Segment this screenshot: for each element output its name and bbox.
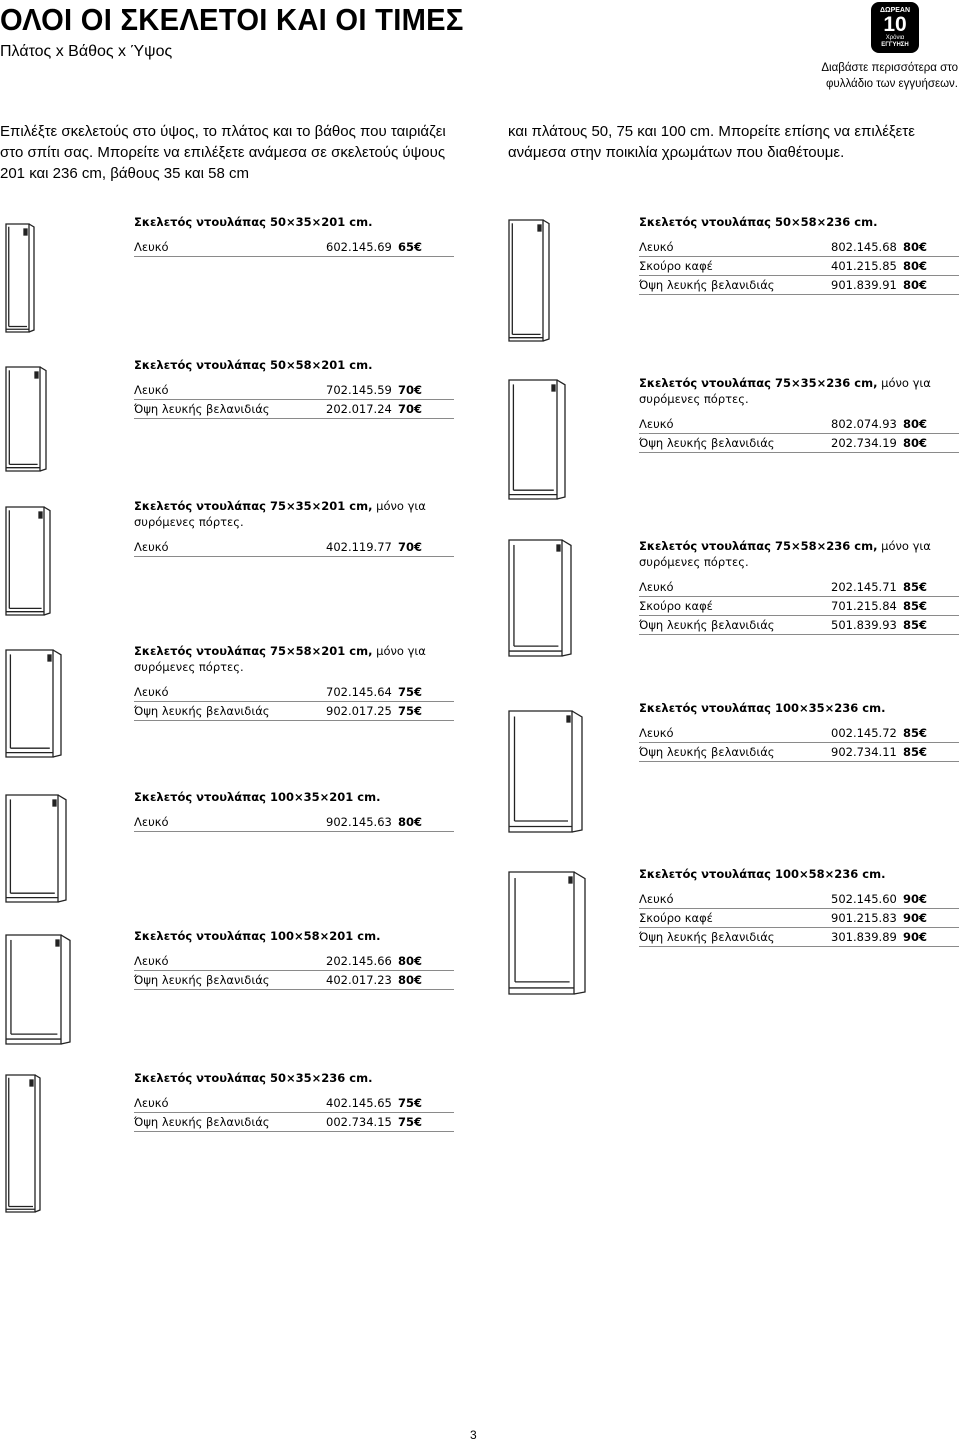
product-note: μόνο για συρόμενες πόρτες. [134, 644, 426, 674]
variant-price: 80€ [398, 815, 423, 829]
variant-row [639, 743, 959, 762]
article-number: 702.145.59 [326, 383, 392, 397]
variant-color: Όψη λευκής βελανιδιάς [639, 930, 775, 944]
variant-price: 80€ [903, 417, 928, 431]
product-title-text: Σκελετός ντουλάπας 50×35×236 cm. [134, 1071, 373, 1085]
product-title [134, 643, 454, 675]
variant-color: Λευκό [639, 240, 674, 254]
product-title [639, 866, 959, 882]
variant-price: 75€ [398, 1096, 423, 1110]
product-title-text: Σκελετός ντουλάπας 75×58×236 cm, [639, 539, 878, 553]
variant-row [639, 276, 959, 295]
variant-row [639, 724, 959, 743]
variant-color: Λευκό [639, 726, 674, 740]
product-block [639, 700, 959, 762]
variant-color: Λευκό [134, 685, 169, 699]
variant-row [639, 928, 959, 947]
badge-years-label: Χρόνια [885, 35, 905, 41]
variant-row [639, 890, 959, 909]
variant-color: Όψη λευκής βελανιδιάς [134, 973, 270, 987]
variant-color: Λευκό [134, 815, 169, 829]
variant-price: 80€ [903, 278, 928, 292]
product-block [134, 643, 454, 721]
product-title-text: Σκελετός ντουλάπας 75×58×201 cm, [134, 644, 373, 658]
badge-warranty-label: ΕΓΓΥΗΣΗ [881, 42, 909, 48]
variant-row [134, 702, 454, 721]
variant-color: Λευκό [134, 1096, 169, 1110]
variant-row [134, 683, 454, 702]
article-number: 002.734.15 [326, 1115, 392, 1129]
variant-price: 80€ [903, 259, 928, 273]
variant-price: 65€ [398, 240, 423, 254]
product-title [639, 214, 959, 230]
wardrobe-frame-illustration [507, 218, 551, 343]
warranty-badge [871, 2, 919, 53]
product-title [134, 498, 454, 530]
article-number: 701.215.84 [831, 599, 897, 613]
variant-price: 75€ [398, 1115, 423, 1129]
variant-row [134, 971, 454, 990]
article-number: 402.017.23 [326, 973, 392, 987]
article-number: 802.145.68 [831, 240, 897, 254]
variant-color: Λευκό [134, 540, 169, 554]
variant-color: Όψη λευκής βελανιδιάς [134, 402, 270, 416]
article-number: 401.215.85 [831, 259, 897, 273]
product-block [134, 789, 454, 832]
badge-free-label: ΔΩΡΕΑΝ [879, 7, 911, 14]
variant-row [134, 813, 454, 832]
product-title [134, 1070, 454, 1086]
variant-price: 85€ [903, 599, 928, 613]
variant-price: 80€ [903, 240, 928, 254]
wardrobe-frame-illustration [4, 793, 68, 904]
intro-text-left: Επιλέξτε σκελετούς στο ύψος, το πλάτος και το βάθος που ταιριάζει στο σπίτι σας. Μπορείτε να επιλέξετε ανάμεσα σε σκελετούς ύψους 201 και 236 cm, βάθους 35 και 58 cm [0, 123, 446, 182]
variant-color: Σκούρο καφέ [639, 599, 713, 613]
variant-row [134, 1094, 454, 1113]
wardrobe-frame-illustration [4, 505, 52, 617]
article-number: 502.145.60 [831, 892, 897, 906]
product-title-text: Σκελετός ντουλάπας 100×58×201 cm. [134, 929, 381, 943]
article-number: 702.145.64 [326, 685, 392, 699]
variant-price: 70€ [398, 402, 423, 416]
product-block [639, 538, 959, 635]
variant-row [134, 952, 454, 971]
variant-color: Όψη λευκής βελανιδιάς [639, 618, 775, 632]
product-note: μόνο για συρόμενες πόρτες. [639, 539, 931, 569]
variant-price: 75€ [398, 685, 423, 699]
variant-color: Όψη λευκής βελανιδιάς [639, 436, 775, 450]
variant-row [134, 238, 454, 257]
wardrobe-frame-illustration [4, 648, 63, 759]
variant-price: 85€ [903, 618, 928, 632]
product-block [134, 214, 454, 257]
product-title-text: Σκελετός ντουλάπας 100×35×201 cm. [134, 790, 381, 804]
variant-color: Όψη λευκής βελανιδιάς [639, 745, 775, 759]
variant-row [639, 909, 959, 928]
variant-price: 85€ [903, 745, 928, 759]
variant-price: 80€ [903, 436, 928, 450]
page-number: 3 [470, 1428, 477, 1442]
article-number: 301.839.89 [831, 930, 897, 944]
product-block [134, 1070, 454, 1132]
article-number: 002.145.72 [831, 726, 897, 740]
page-title: ΟΛΟΙ ΟΙ ΣΚΕΛΕΤΟΙ ΚΑΙ ΟΙ ΤΙΜΕΣ [0, 2, 464, 37]
variant-row [639, 597, 959, 616]
product-title-text: Σκελετός ντουλάπας 50×58×236 cm. [639, 215, 878, 229]
variant-color: Όψη λευκής βελανιδιάς [134, 704, 270, 718]
article-number: 602.145.69 [326, 240, 392, 254]
wardrobe-frame-illustration [507, 538, 573, 658]
wardrobe-frame-illustration [507, 870, 587, 996]
warranty-note: Διαβάστε περισσότερα στο φυλλάδιο των εγγυήσεων. [821, 62, 958, 90]
article-number: 202.145.66 [326, 954, 392, 968]
product-title-text: Σκελετός ντουλάπας 100×58×236 cm. [639, 867, 886, 881]
product-note: μόνο για συρόμενες πόρτες. [134, 499, 426, 529]
variant-color: Όψη λευκής βελανιδιάς [134, 1115, 270, 1129]
wardrobe-frame-illustration [4, 222, 36, 334]
product-title-text: Σκελετός ντουλάπας 50×58×201 cm. [134, 358, 373, 372]
product-note: μόνο για συρόμενες πόρτες. [639, 376, 931, 406]
article-number: 501.839.93 [831, 618, 897, 632]
product-block [134, 928, 454, 990]
variant-color: Λευκό [134, 240, 169, 254]
product-title-text: Σκελετός ντουλάπας 75×35×236 cm, [639, 376, 878, 390]
article-number: 202.734.19 [831, 436, 897, 450]
variant-price: 70€ [398, 383, 423, 397]
product-block [134, 498, 454, 557]
variant-price: 90€ [903, 892, 928, 906]
variant-price: 85€ [903, 726, 928, 740]
badge-years-number: 10 [883, 13, 907, 36]
wardrobe-frame-illustration [4, 365, 48, 473]
variant-color: Λευκό [134, 383, 169, 397]
variant-color: Σκούρο καφέ [639, 911, 713, 925]
variant-price: 75€ [398, 704, 423, 718]
variant-color: Λευκό [134, 954, 169, 968]
variant-row [639, 616, 959, 635]
wardrobe-frame-illustration [507, 378, 567, 501]
product-title [134, 357, 454, 373]
variant-row [639, 415, 959, 434]
variant-price: 85€ [903, 580, 928, 594]
product-title [639, 538, 959, 570]
variant-row [134, 538, 454, 557]
variant-color: Λευκό [639, 580, 674, 594]
wardrobe-frame-illustration [4, 1073, 42, 1214]
article-number: 902.145.63 [326, 815, 392, 829]
variant-color: Λευκό [639, 892, 674, 906]
article-number: 402.145.65 [326, 1096, 392, 1110]
variant-color: Λευκό [639, 417, 674, 431]
article-number: 202.145.71 [831, 580, 897, 594]
product-title-text: Σκελετός ντουλάπας 50×35×201 cm. [134, 215, 373, 229]
product-block [639, 214, 959, 295]
product-title-text: Σκελετός ντουλάπας 100×35×236 cm. [639, 701, 886, 715]
variant-color: Όψη λευκής βελανιδιάς [639, 278, 775, 292]
article-number: 902.017.25 [326, 704, 392, 718]
variant-row [639, 257, 959, 276]
article-number: 402.119.77 [326, 540, 392, 554]
variant-color: Σκούρο καφέ [639, 259, 713, 273]
intro-text-right: και πλάτους 50, 75 και 100 cm. Μπορείτε επίσης να επιλέξετε ανάμεσα στην ποικιλία χρωμάτων που διαθέτουμε. [508, 123, 915, 161]
wardrobe-frame-illustration [4, 933, 72, 1046]
variant-price: 90€ [903, 911, 928, 925]
variant-row [639, 238, 959, 257]
article-number: 902.734.11 [831, 745, 897, 759]
product-title-text: Σκελετός ντουλάπας 75×35×201 cm, [134, 499, 373, 513]
product-title [134, 214, 454, 230]
article-number: 901.215.83 [831, 911, 897, 925]
variant-row [134, 400, 454, 419]
article-number: 202.017.24 [326, 402, 392, 416]
page-subtitle: Πλάτος x Βάθος x Ύψος [0, 43, 173, 60]
variant-row [134, 1113, 454, 1132]
product-block [134, 357, 454, 419]
product-title [639, 700, 959, 716]
variant-price: 80€ [398, 973, 423, 987]
wardrobe-frame-illustration [507, 709, 584, 834]
variant-row [639, 578, 959, 597]
product-block [639, 866, 959, 947]
variant-row [639, 434, 959, 453]
article-number: 901.839.91 [831, 278, 897, 292]
product-title [134, 789, 454, 805]
variant-price: 90€ [903, 930, 928, 944]
article-number: 802.074.93 [831, 417, 897, 431]
variant-price: 70€ [398, 540, 423, 554]
product-title [639, 375, 959, 407]
product-title [134, 928, 454, 944]
product-block [639, 375, 959, 453]
variant-price: 80€ [398, 954, 423, 968]
variant-row [134, 381, 454, 400]
